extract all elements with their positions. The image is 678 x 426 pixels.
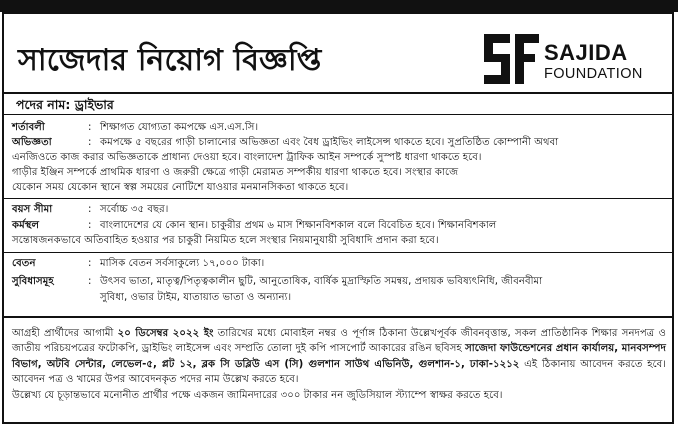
age-text: সর্বোচ্চ ৩৫ বছর। [100,204,169,215]
age-label: বয়স সীমা [12,204,53,215]
top-bar [0,0,678,12]
application-instructions [12,326,666,403]
experience-label: অভিজ্ঞতা [12,137,52,148]
divider [4,198,672,199]
divider [4,252,672,253]
footer-text: আগ্রহী প্রার্থীদের আগামী [12,328,118,339]
salary-label: বেতন [12,258,36,269]
colon: : [88,204,92,215]
logo-name: SAJIDA [544,40,628,65]
footer-text: এই ঠিকানায় আবেদন করতে হবে। আবেদন পত্র ও খামের উপর আবেদনকৃত পদের নাম উল্লেখ করতে হবে। [12,358,666,386]
qualification-label: শর্তাবলী [12,122,45,133]
workplace-label: কর্মস্থল [12,220,40,231]
sajida-logo [482,32,662,90]
logo-subtitle: FOUNDATION [544,66,643,82]
colon: : [88,258,92,269]
salary-text: মাসিক বেতন সর্বসাকুল্যে ১৭,০০০ টাকা। [100,258,265,269]
colon: : [88,220,92,231]
post-value: ড্রাইভার [74,97,114,112]
divider [4,92,672,94]
sajida-logo-mark-icon [482,32,542,86]
experience-line-3: গাড়ীর ইঞ্জিন সম্পর্কে প্রাথমিক ধারণা ও জরুরী ক্ষেত্রে গাড়ী মেরামত সম্পর্কীয় ধারণা থাকতে হবে। সংস্থার কাজে [12,167,459,178]
colon: : [88,276,92,287]
experience-line-4: যেকোন সময় যেকোন স্থানে স্বল্প সময়ের নোটিশে যাওয়ার মনমানসিকতা থাকতে হবে। [12,182,349,193]
experience-line-2: এনজিওতে কাজ করার অভিজ্ঞতাকে প্রাধান্য দেওয়া হবে। বাংলাদেশ ট্রাফিক আইন সম্পর্কে সুস্পষ্ট ধারণা থাকতে হবে। [12,152,482,163]
workplace-line-2: সন্তোষজনকভাবে অতিবাহিত হওয়ার পর চাকুরী নিয়মিত হলে সংস্থার নিয়মানুযায়ী সুবিধাদি প্রদান করা হবে। [12,235,439,246]
benefits-label: সুবিধাসমূহ [12,276,54,287]
deadline-date: ২০ ডিসেম্বর ২০২২ ইং [117,328,214,339]
workplace-line-1: বাংলাদেশের যে কোন স্থান। চাকুরীর প্রথম ৬ মাস শিক্ষানবিশকাল বলে বিবেচিত হবে। শিক্ষানবিশকাল [100,220,497,231]
benefits-line-2: সুবিধা, ওভার টাইম, যাতায়াত ভাতা ও অন্যান্য। [100,292,292,303]
divider [4,316,672,318]
post-label: পদের নাম: [16,97,71,112]
benefits-line-1: উৎসব ভাতা, মাতৃত্ব/পিতৃত্বকালীন ছুটি, আনুতোষিক, বার্ষিক মুদ্রাস্ফিতি সমন্বয়, প্রদায়ক ভবিষ্যৎনিধি, জীবনবীমা [100,276,543,287]
colon: : [88,122,92,133]
notice-title: সাজেদার নিয়োগ বিজ্ঞপ্তি [18,43,322,78]
office-address: সাজেদা ফাউন্ডেশনের প্রধান কার্যালয়, মানবসম্পদ বিভাগ, অটবি সেন্টার, লেভেল-৫, প্লট ১২, ব্লক সি ডব্লিউ এস (সি) গুলশান সাউথ এভিনিউ, গুলশান-১, ঢাকা-১২১২ [12,343,667,370]
notice-frame [2,12,674,424]
experience-line-1: কমপক্ষে ৫ বছরের গাড়ী চালানোর অভিজ্ঞতা এবং বৈধ ড্রাইভিং লাইসেন্স থাকতে হবে। সুপ্রতিষ্ঠিত কোম্পানী অথবা [100,137,559,148]
qualification-text: শিক্ষাগত যোগ্যতা কমপক্ষে এস.এস.সি। [100,122,259,133]
notice-header [4,14,672,94]
divider [4,114,672,115]
guarantor-note: উল্লেখ্য যে চূড়ান্তভাবে মনোনীত প্রার্থীর পক্ষে একজন জামিনদারের ৩০০ টাকার নন জুডিসিয়াল স্ট্যাম্পে স্বাক্ষর করতে হবে। [12,389,503,401]
footer-text: তারিখের মধ্যে মোবাইল নম্বর ও পূর্ণাঙ্গ ঠিকানা উল্লেখপূর্বক জীবনবৃত্তান্ত, সকল প্রাতিষ্ঠানিক শিক্ষার সনদপত্র ও জাতীয় পরিচয়পত্রের ফটোকপি, ড্রাইভিং লাইসেন্স এবং সম্প্রতি তোলা দুই কপি পাসপোর্ট আকারের রঙিন ছবিসহ [12,328,666,355]
colon: : [88,137,92,148]
